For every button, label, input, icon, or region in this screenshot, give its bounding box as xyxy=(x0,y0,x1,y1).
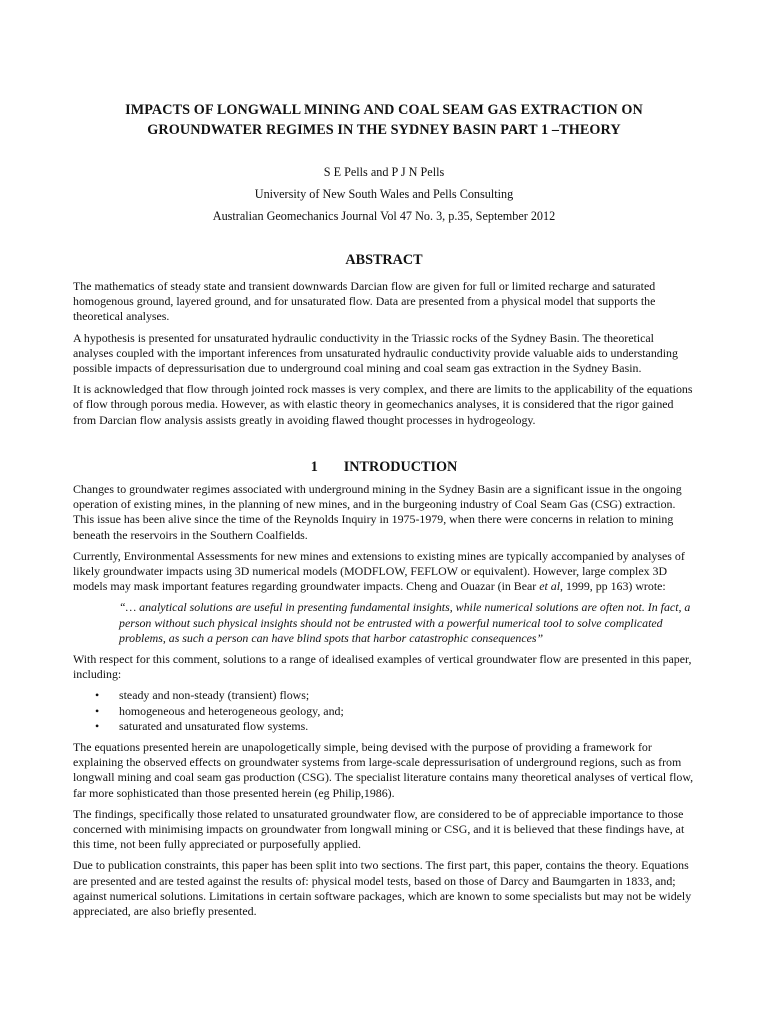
introduction-body xyxy=(73,482,697,925)
bullet-icon: • xyxy=(95,688,100,703)
abstract-paragraph: A hypothesis is presented for unsaturated hydraulic conductivity in the Triassic rocks of the Sydney Basin. The theoretical analyses coupled with the important inferences from unsaturated hydraulic conductivity provide valuable aids to understanding possible impacts of depressurisation due to underground coal mining and coal seam gas extraction in the Sydney Basin. xyxy=(73,330,678,376)
intro-paragraph: The equations presented herein are unapologetically simple, being devised with the purpose of providing a framework for explaining the observed effects on groundwater systems from large-scale depressurisation of underground regions, such as from longwall mining and coal seam gas production (CSG). The specialist literature contains many theoretical analyses of vertical flow, far more sophisticated than those presented herein (eg Philip,1986). xyxy=(73,740,694,800)
list-item-text: saturated and unsaturated flow systems. xyxy=(119,718,309,733)
intro-paragraph xyxy=(73,549,697,595)
journal-citation: Australian Geomechanics Journal Vol 47 No. 3, p.35, September 2012 xyxy=(212,209,556,223)
block-quote: “… analytical solutions are useful in presenting fundamental insights, while numerical solutions are often not. In fact, a person without such physical insights should not be entrusted with a powerful numerical tool to solve complicated problems, as such a person can have blind spots that harbor catastrophic consequences” xyxy=(119,600,691,645)
title-line-2: GROUNDWATER REGIMES IN THE SYDNEY BASIN PART 1 –THEORY xyxy=(147,122,621,138)
abstract-paragraph: The mathematics of steady state and transient downwards Darcian flow are given for full or limited recharge and saturated homogenous ground, layered ground, and for unsaturated flow. Data are presented from a physical model that supports the theoretical analyses. xyxy=(73,279,656,324)
list-item-text: homogeneous and heterogeneous geology, and; xyxy=(119,703,344,718)
list-item-text: steady and non-steady (transient) flows; xyxy=(119,688,310,703)
abstract-heading: ABSTRACT xyxy=(345,252,423,268)
list-item xyxy=(73,688,697,703)
bullet-icon: • xyxy=(95,718,100,733)
intro-paragraph: The findings, specifically those related to unsaturated groundwater flow, are considered to be of appreciable importance to those concerned with minimising impacts on groundwater from longwall mining or CSG, and it is believed that these findings have, at this time, not been fully appreciated or purposefully applied. xyxy=(73,806,685,852)
list-item xyxy=(73,719,697,734)
abstract-paragraph: It is acknowledged that flow through jointed rock masses is very complex, and there are limits to the applicability of the equations of flow through porous media. However, as with elastic theory in geomechanics analyses, it is considered that the rigor gained from Darcian flow analysis assists greatly in avoiding flawed thought processes in hydrogeology. xyxy=(73,382,693,427)
authors: S E Pells and P J N Pells xyxy=(323,165,445,179)
intro-paragraph: Due to publication constraints, this paper has been split into two sections. The first part, this paper, contains the theory. Equations are presented and are tested against the results of: physical model tests, based on those of Darcy and Baumgarten in 1833, and; against numerical solutions. Limitations in certain software packages, which are known to some specialists but may not be widely appreciated, are also briefly presented. xyxy=(73,858,692,919)
section-heading-introduction xyxy=(60,458,708,476)
bullet-list xyxy=(73,688,697,734)
title-line-1: IMPACTS OF LONGWALL MINING AND COAL SEAM GAS EXTRACTION ON xyxy=(125,102,643,118)
intro-text: Currently, Environmental Assessments for new mines and extensions to existing mines are typically accompanied by analyses of likely groundwater impacts using 3D numerical models (MODFLOW, FEFLOW or equivalent). However, large complex 3D models may mask important features regarding groundwater impacts. Cheng and Ouazar (in Bear xyxy=(73,548,685,594)
list-item xyxy=(73,704,697,719)
section-number: 1 xyxy=(310,459,318,475)
intro-text: , 1999, pp 163) wrote: xyxy=(560,579,666,594)
affiliation: University of New South Wales and Pells Consulting xyxy=(254,187,514,201)
intro-paragraph: Changes to groundwater regimes associated with underground mining in the Sydney Basin are a significant issue in the ongoing operation of existing mines, in the planning of new mines, and in the burgeoning industry of Coal Seam Gas (CSG) extraction. This issue has been alive since the time of the Reynolds Inquiry in 1975-1979, when there were concerns in relation to mining beneath the reservoirs in the Southern Coalfields. xyxy=(73,482,682,542)
bullet-icon: • xyxy=(95,703,100,718)
paper-title xyxy=(60,100,708,140)
abstract-body xyxy=(73,279,697,434)
intro-paragraph: With respect for this comment, solutions to a range of idealised examples of vertical groundwater flow are presented in this paper, including: xyxy=(73,652,692,682)
citation-italic: et al xyxy=(539,579,561,594)
section-title: INTRODUCTION xyxy=(343,459,458,475)
